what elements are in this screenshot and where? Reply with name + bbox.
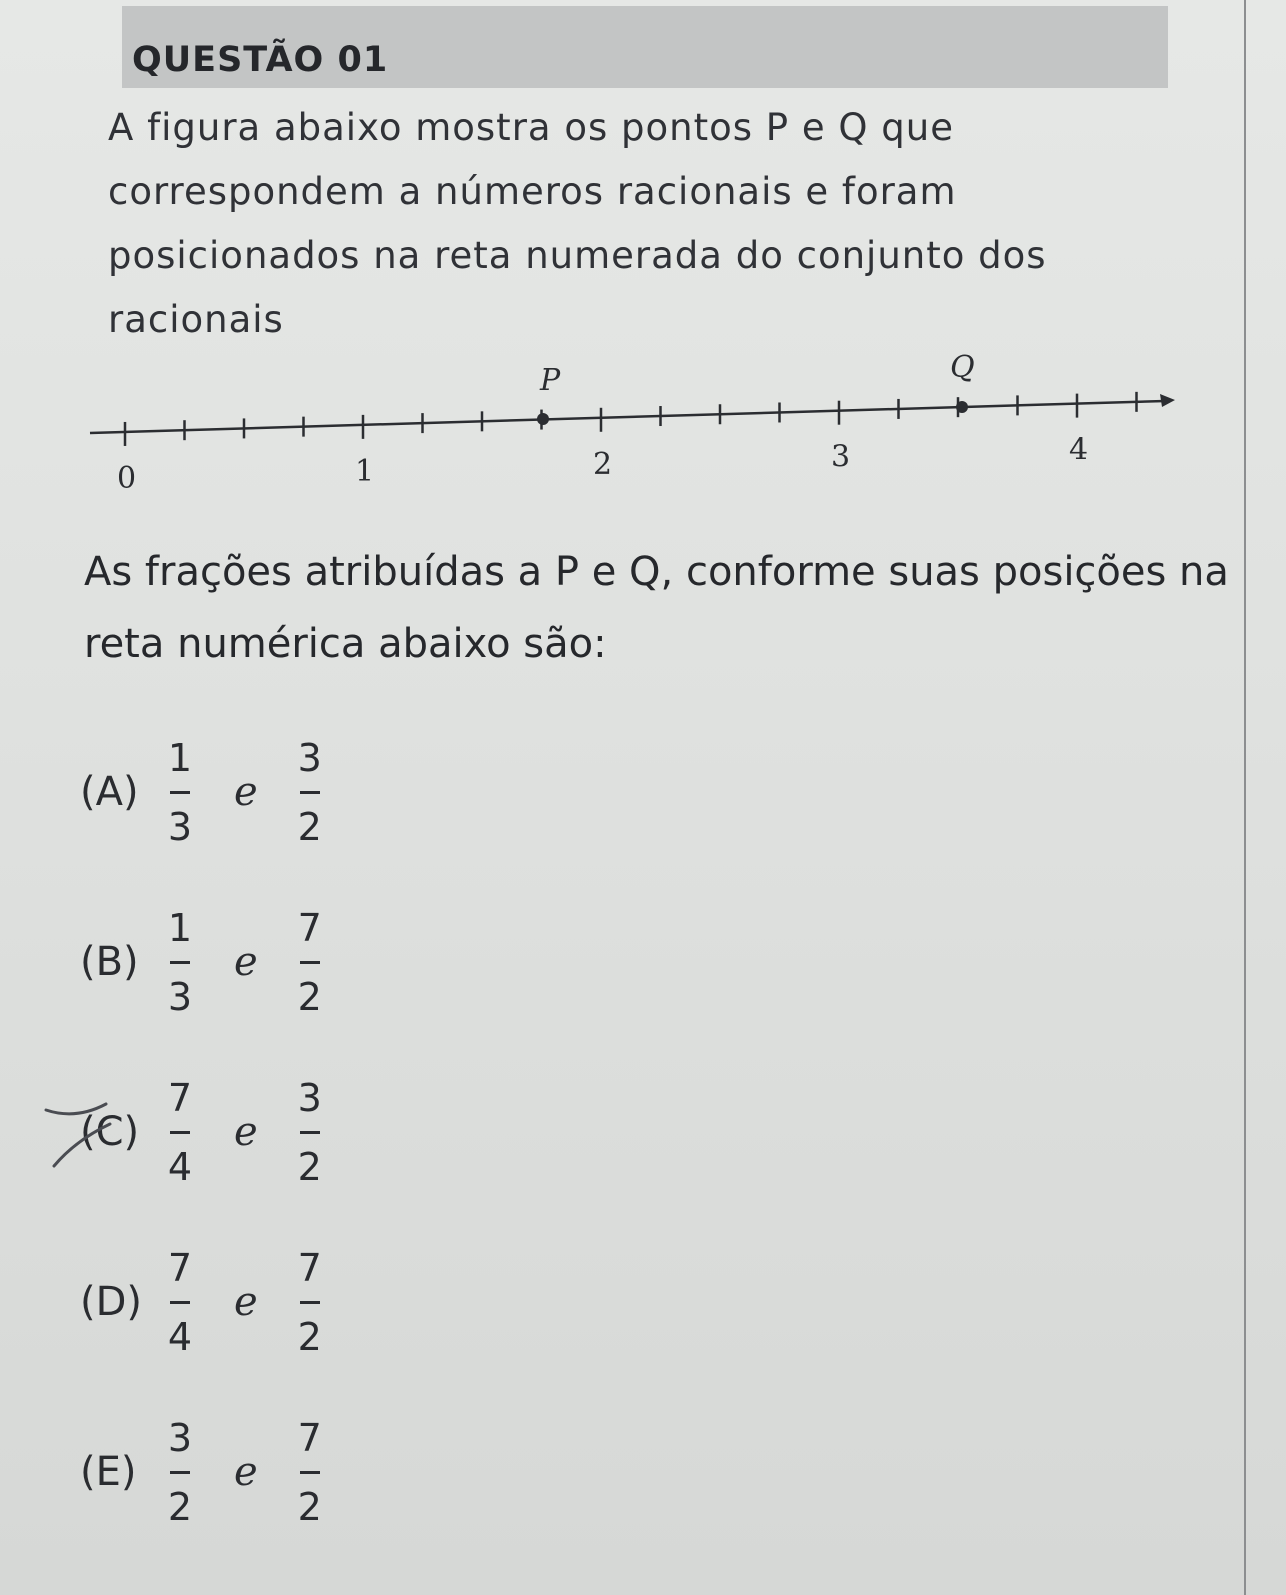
- option-label: (B): [80, 939, 139, 985]
- fraction-q: [290, 1075, 330, 1190]
- fraction-bar: [170, 961, 190, 964]
- answer-option[interactable]: [80, 1232, 330, 1372]
- option-label: (E): [80, 1449, 137, 1495]
- fraction-p: [160, 1415, 200, 1530]
- fraction-bar: [300, 1301, 320, 1304]
- number-line-arrow: [1160, 394, 1175, 407]
- fraction-bar: [300, 1471, 320, 1474]
- point-q-dot: [956, 401, 968, 413]
- fraction-p: [160, 735, 200, 850]
- fraction-numerator: 7: [297, 1415, 322, 1460]
- fraction-q: [290, 1245, 330, 1360]
- number-line-axis: [90, 401, 1165, 433]
- fraction-denominator: 2: [297, 1314, 322, 1359]
- fraction-p: [160, 905, 200, 1020]
- fraction-bar: [170, 1301, 190, 1304]
- conjunction: e: [234, 1279, 258, 1325]
- fraction-denominator: 4: [167, 1144, 193, 1189]
- answer-option[interactable]: [80, 722, 330, 862]
- fraction-q: [290, 735, 330, 850]
- tick-label: 0: [117, 460, 137, 496]
- tick-label: 3: [831, 439, 851, 475]
- fraction-numerator: 7: [297, 1245, 322, 1290]
- fraction-q: [290, 905, 330, 1020]
- fraction-denominator: 2: [167, 1484, 193, 1529]
- option-label: (C): [80, 1109, 140, 1155]
- conjunction: e: [234, 939, 258, 985]
- answer-option[interactable]: [80, 1402, 330, 1542]
- fraction-p: [160, 1245, 200, 1360]
- tick-label: 2: [593, 446, 613, 482]
- fraction-bar: [300, 791, 320, 794]
- fraction-denominator: 2: [297, 974, 322, 1019]
- question-statement: A figura abaixo mostra os pontos P e Q que correspondem a números racionais e foram posicionados na reta numerada do conjunto dos racionais: [108, 106, 1047, 341]
- option-label: (A): [80, 769, 139, 815]
- fraction-denominator: 2: [297, 1484, 322, 1529]
- fraction-denominator: 3: [167, 974, 193, 1019]
- fraction-denominator: 4: [167, 1314, 193, 1359]
- point-p-dot: [537, 413, 549, 425]
- fraction-q: [290, 1415, 330, 1530]
- fraction-bar: [300, 1131, 320, 1134]
- fraction-denominator: 3: [167, 804, 193, 849]
- fraction-numerator: 7: [297, 905, 322, 950]
- fraction-denominator: 2: [297, 804, 322, 849]
- conjunction: e: [234, 1449, 258, 1495]
- fraction-bar: [300, 961, 320, 964]
- number-line: [80, 350, 1190, 500]
- conjunction: e: [234, 1109, 258, 1155]
- fraction-denominator: 2: [297, 1144, 322, 1189]
- answer-option[interactable]: [80, 892, 330, 1032]
- answer-check-mark: [36, 1080, 146, 1170]
- fraction-bar: [170, 791, 190, 794]
- question-heading: QUESTÃO 01: [132, 40, 389, 80]
- fraction-numerator: 1: [167, 905, 193, 950]
- fraction-bar: [170, 1471, 190, 1474]
- fraction-bar: [170, 1131, 190, 1134]
- fraction-numerator: 7: [167, 1245, 193, 1290]
- option-label: (D): [80, 1279, 143, 1325]
- fraction-numerator: 7: [167, 1075, 193, 1120]
- page-border: [1244, 0, 1246, 1595]
- point-q-label: Q: [950, 350, 975, 385]
- question-prompt: As frações atribuídas a P e Q, conforme suas posições na reta numérica abaixo são:: [84, 549, 1229, 667]
- fraction-numerator: 1: [167, 735, 193, 780]
- tick-label: 1: [355, 453, 375, 489]
- point-p-label: P: [540, 363, 561, 398]
- fraction-p: [160, 1075, 200, 1190]
- fraction-numerator: 3: [297, 735, 322, 780]
- tick-label: 4: [1069, 432, 1089, 468]
- fraction-numerator: 3: [297, 1075, 322, 1120]
- fraction-numerator: 3: [167, 1415, 193, 1460]
- conjunction: e: [234, 769, 258, 815]
